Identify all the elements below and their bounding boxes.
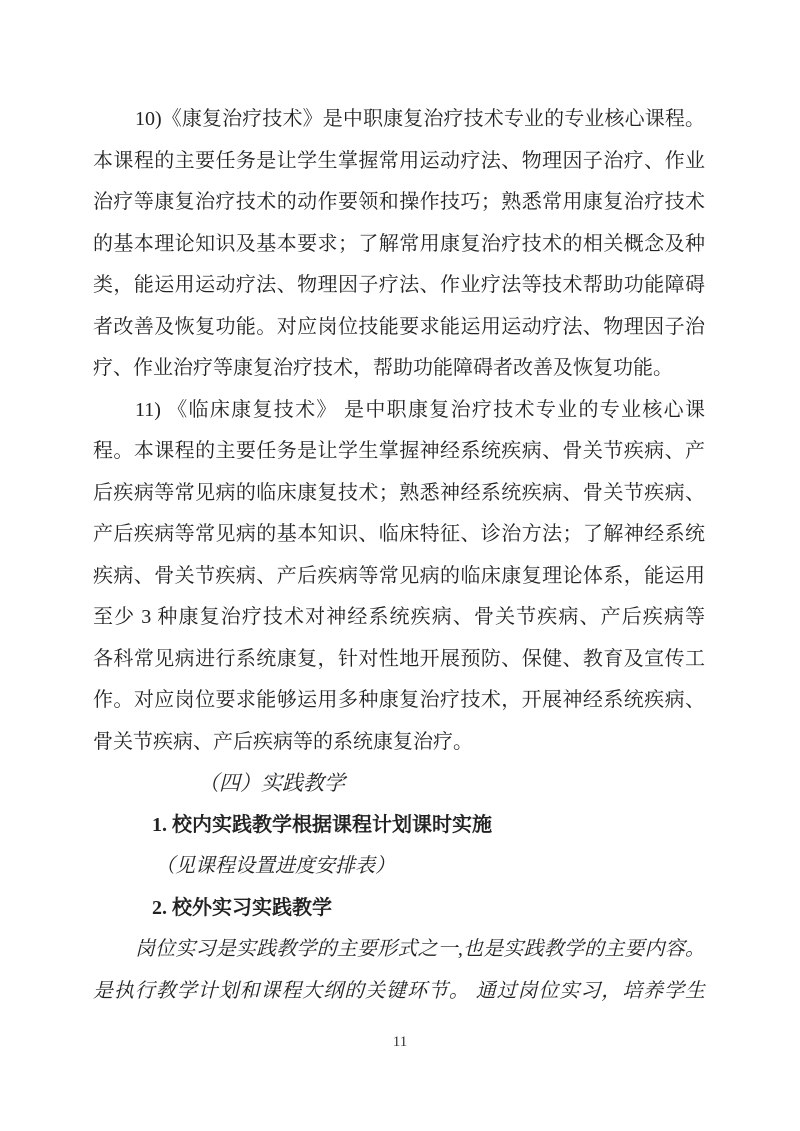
text-line: 10)《康复治疗技术》是中职康复治疗技术专业的专业核心课程。 [135, 108, 705, 130]
text-line: 是执行教学计划和课程大纲的关键环节。 通过岗位实习，培养学生 [93, 979, 705, 1002]
text-line: 的基本理论知识及基本要求；了解常用康复治疗技术的相关概念及种 [93, 232, 705, 255]
note-see-course-schedule [93, 846, 705, 888]
text-line: 至少 3 种康复治疗技术对神经系统疾病、骨关节疾病、产后疾病等 [93, 606, 705, 628]
heading-2-offsite-internship-practice [93, 888, 705, 930]
text-line: 疗、作业治疗等康复治疗技术，帮助功能障碍者改善及恢复功能。 [93, 357, 673, 379]
heading-section-4-practice-teaching [93, 763, 705, 805]
text-line: 治疗等康复治疗技术的动作要领和操作技巧；熟悉常用康复治疗技术 [93, 191, 705, 213]
text-line: 产后疾病等常见病的基本知识、临床特征、诊治方法；了解神经系统 [93, 523, 705, 545]
page-number: 11 [392, 1034, 408, 1050]
text-line: 类，能运用运动疗法、物理因子疗法、作业疗法等技术帮助功能障碍 [93, 274, 705, 296]
text-line: 2. 校外实习实践教学 [152, 896, 332, 919]
text-line: 11) 《临床康复技术》 是中职康复治疗技术专业的专业核心课 [135, 398, 705, 421]
text-line: 各科常见病进行系统康复，针对性地开展预防、保健、教育及宣传工 [93, 647, 705, 670]
document-body [93, 99, 705, 1012]
text-line: 疾病、骨关节疾病、产后疾病等常见病的临床康复理论体系，能运用 [93, 564, 705, 587]
text-line: 岗位实习是实践教学的主要形式之一,也是实践教学的主要内容。 [135, 938, 705, 960]
text-line: 本课程的主要任务是让学生掌握常用运动疗法、物理因子治疗、作业 [93, 149, 705, 172]
text-line: （四）实践教学 [198, 771, 345, 795]
para-post-internship [93, 929, 705, 1012]
text-line: 作。对应岗位要求能够运用多种康复治疗技术，开展神经系统疾病、 [93, 689, 705, 711]
text-line: 后疾病等常见病的临床康复技术；熟悉神经系统疾病、骨关节疾病、 [93, 481, 705, 504]
text-line: （见课程设置进度安排表） [155, 855, 395, 877]
heading-1-onsite-practice [93, 805, 705, 847]
text-line: 程。本课程的主要任务是让学生掌握神经系统疾病、骨关节疾病、产 [93, 440, 705, 462]
para-course-10-rehab-therapy-tech [93, 99, 705, 390]
text-line: 1. 校内实践教学根据课程计划课时实施 [152, 813, 492, 836]
para-course-11-clinical-rehab-tech [93, 390, 705, 764]
text-line: 骨关节疾病、产后疾病等的系统康复治疗。 [93, 730, 473, 753]
text-line: 者改善及恢复功能。对应岗位技能要求能运用运动疗法、物理因子治 [93, 315, 705, 338]
